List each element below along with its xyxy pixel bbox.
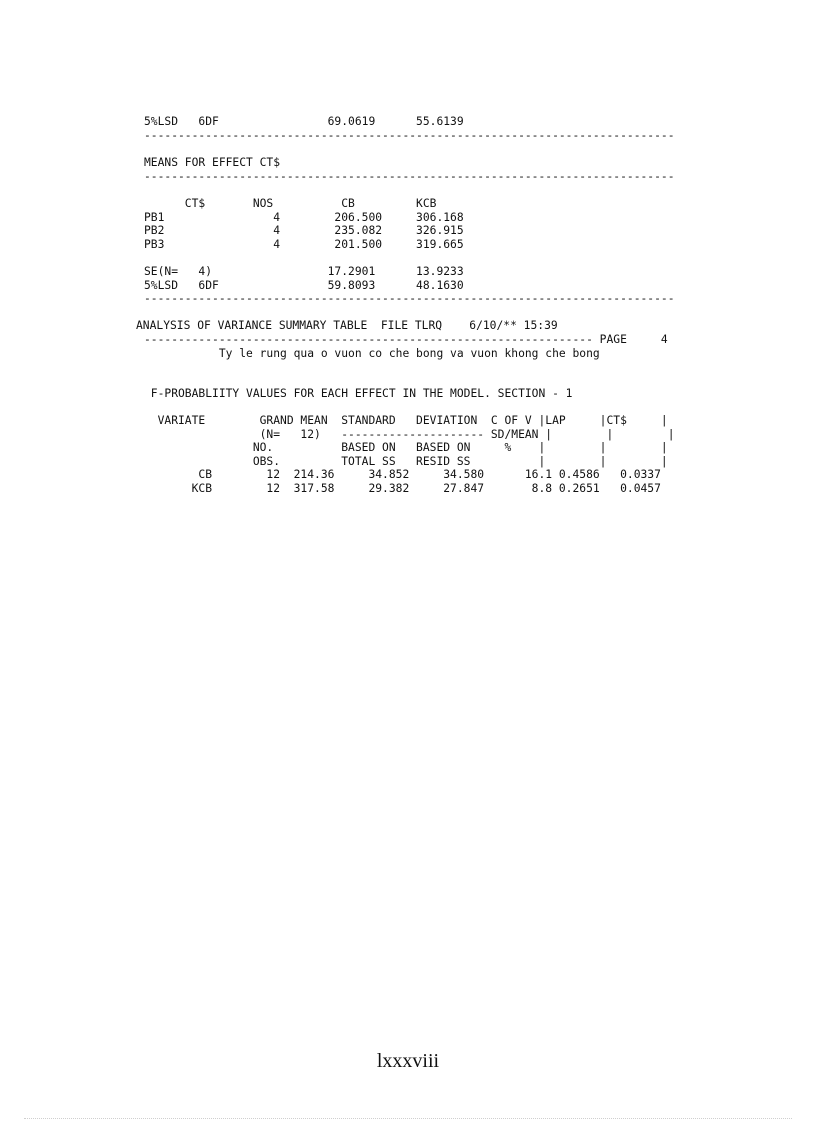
means-row: PB2 4 235.082 326.915 [144, 224, 464, 237]
divider-line: ------------------------------------------------------------------------------ [144, 292, 675, 305]
page-line: ------------------------------------------------------------------ PAGE 4 [144, 333, 668, 346]
means-row: PB1 4 206.500 306.168 [144, 211, 464, 224]
means-row: PB3 4 201.500 319.665 [144, 238, 464, 251]
lsd-top-line: 5%LSD 6DF 69.0619 55.6139 [144, 115, 464, 128]
means-title: MEANS FOR EFFECT CT$ [144, 156, 281, 169]
anova-title: ANALYSIS OF VARIANCE SUMMARY TABLE FILE TLRQ 6/10/** 15:39 [136, 319, 558, 332]
bottom-dotted-rule [24, 1118, 792, 1119]
means-header: CT$ NOS CB KCB [144, 197, 437, 210]
lsd-line: 5%LSD 6DF 59.8093 48.1630 [144, 279, 464, 292]
page-number: lxxxviii [376, 1050, 440, 1072]
se-line: SE(N= 4) 17.2901 13.9233 [144, 265, 464, 278]
divider-line: ------------------------------------------------------------------------------ [144, 129, 675, 142]
fprob-row: CB 12 214.36 34.852 34.580 16.1 0.4586 0.0337 [144, 468, 661, 481]
fprob-title: F-PROBABLIITY VALUES FOR EACH EFFECT IN THE MODEL. SECTION - 1 [144, 387, 573, 400]
fprob-row: (N= 12) --------------------- SD/MEAN | | | [144, 428, 675, 441]
fprob-row: OBS. TOTAL SS RESID SS | | | [144, 455, 668, 468]
fprob-row: VARIATE GRAND MEAN STANDARD DEVIATION C OF V |LAP |CT$ | [144, 414, 668, 427]
page-subtitle: Ty le rung qua o vuon co che bong va vuon khong che bong [144, 347, 600, 360]
divider-line: ------------------------------------------------------------------------------ [144, 170, 675, 183]
fprob-row: NO. BASED ON BASED ON % | | | [144, 441, 668, 454]
fprob-row: KCB 12 317.58 29.382 27.847 8.8 0.2651 0.0457 [144, 482, 661, 495]
